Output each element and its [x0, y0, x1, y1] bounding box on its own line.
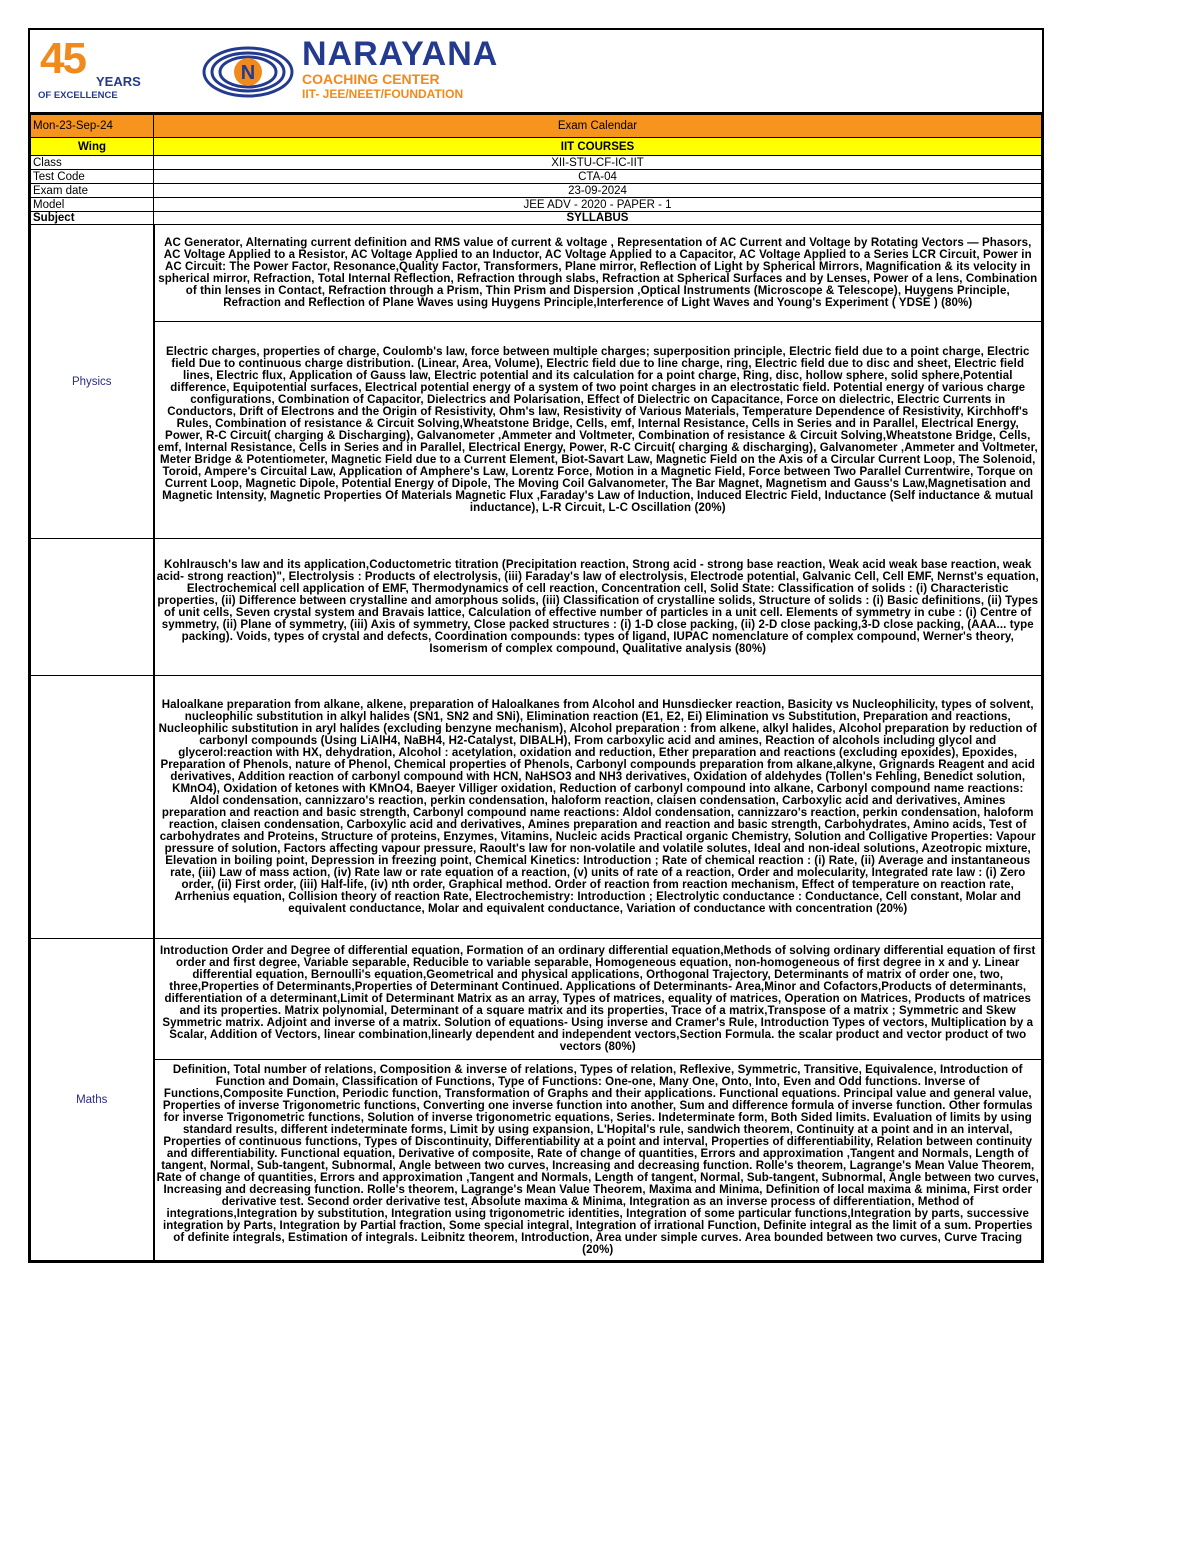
info-value: 23-09-2024: [154, 184, 1042, 198]
narayana-emblem-icon: [200, 40, 296, 100]
info-label: Model: [31, 198, 154, 212]
info-value: XII-STU-CF-IC-IIT: [154, 156, 1042, 170]
syllabus-block: Haloalkane preparation from alkane, alkene, preparation of Haloalkanes from Alcohol and Hunsdiecker reaction, Basicity vs Nucleophilicity, types of solvent, nucleophilic substitution in alkyl halides (SN1, SN2 and SNi), Elimination reaction (E1, E2, Ei) Elimination vs Substitution, Preparation and reactions, Nucleophilic substitution in aryl halides (excluding benzyne mechanism), Alcohol preparation : from alkene, alkyl halides, Alcohol preparation by reduction of carbonyl compounds (Using LiAlH4, NaBH4, H2-Catalyst, DIBALH), From carboxylic acid and amines, Reaction of alcohols including glycol and glycerol:reaction with HX, dehydration, Alcohol : acetylation, oxidation and reduction, Ether preparation and reactions (excluding epoxides), Epoxides, Preparation of Phenols, nature of Phenol, Chemical properties of Phenols, Carbonyl compounds preparation from alkane,alkyne, Grignards Reagent and acid derivatives, Addition reaction of carbonyl compound with HCN, NaHSO3 and NH3 derivatives, Oxidation of aldehydes (Tollen's Fehling, Benedict solution, KMnO4), Oxidation of ketones with KMnO4, Baeyer Villiger oxidation, Reduction of carbonyl compound into alkane, Carbonyl compound name reactions: Aldol condensation, cannizzaro's reaction, perkin condensation, haloform reaction, claisen condensation, Carboxylic acid and derivatives, Amines preparation and reaction and basic strength, Carbonyl compound name reactions: Aldol condensation, cannizzaro's reaction, perkin condensation, haloform reaction, claisen condensation, Carboxylic acid and derivatives, Amines preparation and reaction and basic strength, Carbohydrates, Amino acids, Test of carbohydrates and Proteins, Structure of proteins, Enzymes, Vitamins, Nucleic acids Practical organic Chemistry, Solution and Colligative Properties: Vapour pressure of solution, Factors affecting vapour pressure, Raoult's law for non-volatile and volatile solutes, Ideal and non-ideal solutions, Azeotropic mixture, Elevation in boiling point, Depression in freezing point, Chemical Kinetics: Introduction ; Rate of chemical reaction : (i) Rate, (ii) Average and instantaneous rate, (iii) Law of mass action, (iv) Rate law or rate equation of a reaction, (v) units of rate of a reaction, Order and molecularity, Integrated rate law : (i) Zero order, (ii) First order, (iii) Half-life, (iv) nth order, Graphical method. Order of reaction from reaction mechanism, Effect of temperature on reaction rate, Arrhenius equation, Collision theory of reaction Rate, Electrochemistry: Introduction ; Electrolytic conductance : Conductance, Cell constant, Molar and equivalent conductance, Molar and equivalent conductance, Variation of conductance with concentration (20%): [154, 676, 1042, 939]
brand-subtitle-2: IIT- JEE/NEET/FOUNDATION: [302, 87, 464, 101]
info-label: Test Code: [31, 170, 154, 184]
subject-header-label: Subject: [31, 212, 154, 225]
chemistry-row-1: [31, 539, 1042, 676]
info-row-exam-date: [31, 184, 1042, 198]
header-row: [31, 115, 1042, 138]
exam-info-table: [30, 114, 1042, 1261]
info-label: Exam date: [31, 184, 154, 198]
syllabus-block: Electric charges, properties of charge, Coulomb's law, force between multiple charges; superposition principle, Electric field due to a point charge, Electric field Due to continuous charge distribution. (Linear, Area, Volume), Electric field due to line charge, ring, Electric field due to disc and sheet, Electric field lines, Electric flux, Application of Gauss law, Electric potential and its calculation for a point charge, Ring, disc, hollow sphere, solid sphere,Potential difference, Equipotential surfaces, Electrical potential energy of a system of two point charges in an electrostatic field. Potential energy of various charge configurations, Combination of Capacitor, Dielectrics and Polarisation, Effect of Dielectric on Capacitance, Force on dielectric, Electric Currents in Conductors, Drift of Electrons and the Origin of Resistivity, Ohm's law, Resistivity of Various Materials, Temperature Dependence of Resistivity, Kirchhoff's Rules, Combination of resistance & Circuit Solving,Wheatstone Bridge, Cells, emf, Internal Resistance, Cells in Series and in Parallel, Electrical Energy, Power, R-C Circuit( charging & Discharging), Galvanometer ,Ammeter and Voltmeter, Combination of resistance & Circuit Solving,Wheatstone Bridge, Cells, emf, Internal Resistance, Cells in Series and in Parallel, Electrical Energy, Power, R-C Circuit( charging & discharging), Galvanometer ,Ammeter and Voltmeter, Meter Bridge & Potentiometer, Magnetic Field due to a Current Element, Biot-Savart Law, Magnetic Field on the Axis of a Circular Current Loop, The Solenoid, Toroid, Ampere's Circuital Law, Application of Amphere's Law, Lorentz Force, Motion in a Magnetic Field, Force between Two Parallel Currentwire, Torque on Current Loop, Magnetic Dipole, Potential Energy of Dipole, The Moving Coil Galvanometer, The Bar Magnet, Magnetism and Gauss's Law,Magnetisation and Magnetic Intensity, Magnetic Properties Of Materials Magnetic Flux ,Faraday's Law of Induction, Induced Electric Field, Inductance (Self inductance & mutual inductance), L-R Circuit, L-C Oscillation (20%): [154, 322, 1042, 539]
chemistry-row-2: [31, 676, 1042, 939]
syllabus-block: Kohlrausch's law and its application,Coductometric titration (Precipitation reaction, Strong acid - strong base reaction, Weak acid weak base reaction, weak acid- strong reaction)", Electrolysis : Products of electrolysis, (iii) Faraday's law of electrolysis, Electrode potential, Galvanic Cell, Cell EMF, Nernst's equation, Electrochemical cell application of EMF, Thermodynamics of cell reaction, Concentration cell, Solid State: Classification of solids : (i) Characteristic properties, (ii) Difference between crystalline and amorphous solids, (iii) Classification of crystalline solids, Structure of solids : (i) Basic definitions, (ii) Types of unit cells, Seven crystal system and Bravais lattice, Calculation of effective number of particles in a unit cell. Elements of symmetry in cube : (i) Centre of symmetry, (ii) Plane of symmetry, (iii) Axis of symmetry, Close packed structures : (i) 1-D close packing, (ii) 2-D close packing,3-D close packing, (AAA... type packing). Voids, types of crystal and defects, Coordination compounds: types of ligand, IUPAC nomenclature of complex compound, Werner's theory, Isomerism of complex compound, Qualitative analysis (80%): [154, 539, 1042, 676]
maths-row-2: [31, 1060, 1042, 1261]
subject-cell: [31, 676, 154, 939]
info-row-model: [31, 198, 1042, 212]
narayana-brand: [302, 36, 498, 101]
physics-row-2: [31, 322, 1042, 539]
syllabus-block: AC Generator, Alternating current definition and RMS value of current & voltage , Representation of AC Current and Voltage by Rotating Vectors — Phasors, AC Voltage Applied to a Resistor, AC Voltage Applied to an Inductor, AC Voltage Applied to a Capacitor, AC Voltage Applied to a Series LCR Circuit, Power in AC Circuit: The Power Factor, Resonance,Quality Factor, Transformers, Plane mirror, Reflection of Light by Spherical Mirrors, Magnification & its velocity in spherical mirror, Refraction, Total Internal Reflection, Refraction through slabs, Refraction at Spherical Surfaces and by Lenses, Power of a lens, Combination of thin lenses in Contact, Refraction through a Prism, Thin Prism and Dispersion ,Optical Instruments (Microscope & Telescope), Huygens Principle, Refraction and Reflection of Plane Waves using Huygens Principle,Interference of Light Waves and Young's Experiment ( YDSE ) (80%): [154, 225, 1042, 322]
logo-band: [30, 30, 1042, 114]
svg-text:N: N: [240, 62, 256, 84]
years-of-excellence-logo: [38, 36, 150, 106]
exam-date-header: Mon-23-Sep-24: [31, 115, 154, 138]
info-value: JEE ADV - 2020 - PAPER - 1: [154, 198, 1042, 212]
wing-row: [31, 138, 1042, 156]
subject-physics: Physics: [31, 225, 154, 539]
info-value: CTA-04: [154, 170, 1042, 184]
syllabus-block: Introduction Order and Degree of differential equation, Formation of an ordinary differential equation,Methods of solving ordinary differential equation of first order and first degree, Variable separable, Reducible to variable separable, Homogeneous equation, non-homogeneous of first degree in x and y. Linear differential equation, Bernoulli's equation,Geometrical and physical applications, Orthogonal Trajectory, Determinants of matrix of order one, two, three,Properties of Determinants,Properties of Determinant Continued. Applications of Determinants- Area,Minor and Cofactors,Products of determinants, differentiation of a determinant,Limit of Determinant Matrix as an array, Types of matrices, equality of matrices, Operation on Matrices, Products of matrices and its properties. Matrix polynomial, Determinant of a square matrix and its properties, Trace of a matrix,Transpose of a matrix ; Symmetric and Skew Symmetric matrix. Adjoint and inverse of a matrix. Solution of equations- Using inverse and Cramer's Rule, Introduction Types of vectors, Multiplication by a Scalar, Addition of Vectors, linear combination,linearly dependent and independent vectors,Section Formula. the scalar product and vector product of two vectors (80%): [154, 939, 1042, 1060]
syllabus-header: SYLLABUS: [154, 212, 1042, 225]
years-number: 45: [40, 34, 85, 83]
maths-row-1: [31, 939, 1042, 1060]
exam-calendar-sheet: [28, 28, 1044, 1263]
wing-value: IIT COURSES: [154, 138, 1042, 156]
subject-cell: [31, 539, 154, 676]
info-row-class: [31, 156, 1042, 170]
years-word: YEARS: [96, 74, 141, 89]
subject-maths: Maths: [31, 939, 154, 1261]
exam-calendar-title: Exam Calendar: [154, 115, 1042, 138]
brand-name: NARAYANA: [302, 35, 499, 73]
info-row-test-code: [31, 170, 1042, 184]
info-label: Class: [31, 156, 154, 170]
wing-label: Wing: [31, 138, 154, 156]
syllabus-block: Definition, Total number of relations, Composition & inverse of relations, Types of relation, Reflexive, Symmetric, Transitive, Equivalence, Introduction of Function and Domain, Classification of Functions, Type of Functions: One-one, Many One, Onto, Into, Even and Odd functions. Inverse of Functions,Composite Function, Periodic function, Transformation of Graphs and their applications. Functional equations. Principal value and general value, Properties of inverse Trigonometric functions, Converting one inverse function into another, Sum and difference formula of inverse function. Other formulas for inverse Trigonometric functions, Solution of inverse trigonometric equations, Series. Indeterminate form, Both Sided limits. Evaluation of limits by using standard results, different indeterminate forms, Limit by using expansion, L'Hopital's rule, sandwich theorem, Continuity at a point and in an interval, Properties of continuous functions, Types of Discontinuity, Differentiability at a point and interval, Properties of differentiability, Relation between continuity and differentiability. Functional equation, Derivative of composite, Rate of change of quantities, Errors and approximation ,Tangent and Normals, Length of tangent, Normal, Sub-tangent, Subnormal, Angle between two curves, Increasing and decreasing function. Rolle's theorem, Lagrange's Mean Value Theorem, Rate of change of quantities, Errors and approximation ,Tangent and Normals, Length of tangent, Normal, Sub-tangent, Subnormal, Angle between two curves, Increasing and decreasing function. Rolle's theorem, Lagrange's Mean Value Theorem, Maxima and Minima, Definition of local maxima & minima, First order derivative test. Second order derivative test, Absolute maxima & Minima, Integration as an inverse process of differentiation, Method of integrations,Integration by substitution, Integration using trigonometric identities, Integration of some particular functions,Integration by parts, successive integration by Parts, Integration by Partial fraction, Some special integral, Integration of irrational Function, Definite integral as the limit of a sum. Properties of definite integrals, Estimation of integrals. Leibnitz theorem, Introduction, Area under simple curves. Area bounded between two curves, Curve Tracing (20%): [154, 1060, 1042, 1261]
subject-header-row: [31, 212, 1042, 225]
physics-row-1: [31, 225, 1042, 322]
years-tag: OF EXCELLENCE: [38, 90, 118, 101]
brand-subtitle-1: COACHING CENTER: [302, 71, 440, 87]
